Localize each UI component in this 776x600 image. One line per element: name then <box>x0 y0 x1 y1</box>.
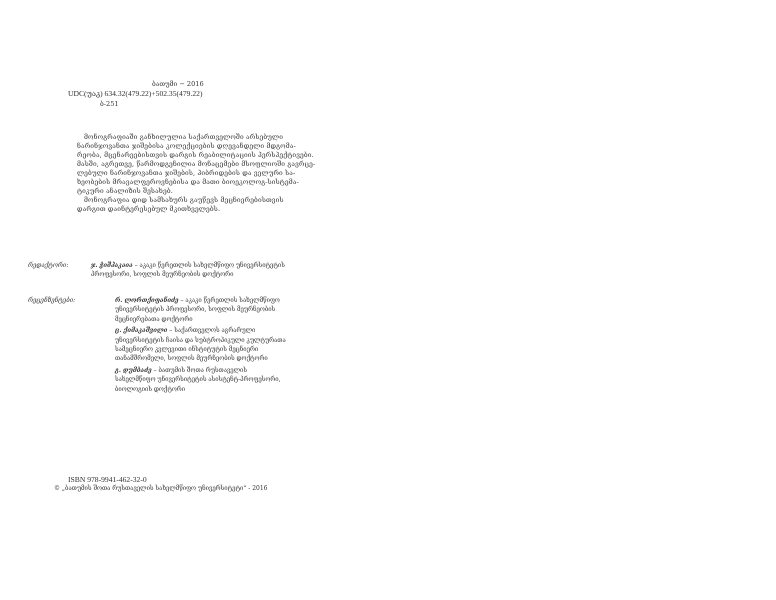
editor-name: ჯ. ჭიშპაკაია <box>91 262 133 269</box>
reviewers-label: რეცენზენტები: <box>28 297 76 304</box>
reviewer-line: უნივერსიტეტის პროფესორი, სოფლის მეურნეობის <box>115 306 276 314</box>
editor-block <box>91 261 285 280</box>
reviewer-affiliation: – აკაკი წერეთლის სახელმწიფო <box>180 297 280 304</box>
abstract-line: ხეობების მრავალფეროვნებისა და მათი ბიოეკოლოგ-სისტემა- <box>77 178 299 186</box>
abstract-line: ლებული ნარინჯოვანთა ჯიშების, პიბრიდების და ველური სა- <box>77 169 296 177</box>
reviewer-entry <box>115 326 286 364</box>
reviewer-line: უნივერსიტეტის ჩაისა და სუბტროპიკული კულტურათა <box>115 336 286 344</box>
reviewers-block <box>115 296 286 396</box>
reviewer-line: სახელმწიფო უნივერსიტეტის ასისტენტ-პროფესორი, <box>115 376 281 384</box>
reviewer-line: სამეცნიერო კვლევითი ინსტიტუტის მეცნიერი <box>115 346 259 354</box>
abstract-line: მასში, აგრეთვე, წარმოდგენილია მონაცემები მსოფლიოში გავრცე- <box>77 160 316 168</box>
reviewer-affiliation: – ბათუმის შოთა რუსთაველის <box>153 366 248 374</box>
reviewer-line: მეცნიერებათა დოქტორი <box>115 315 193 323</box>
reviewer-first-line <box>115 296 286 305</box>
isbn: ISBN 978-9941-462-32-0 <box>68 475 147 484</box>
editor-first-line <box>91 261 285 270</box>
reviewer-entry <box>115 366 286 394</box>
abstract <box>77 133 357 214</box>
reviewer-name: რ. ლორთქიფანიძე <box>115 297 179 304</box>
reviewer-line: თანამშრომელი, სოფლის მეურნეობის დოქტორი <box>115 355 268 363</box>
abstract-line: ნარინჯოვანთა ჯიშებისა კოლექციების დღევანდელი მდგომა- <box>77 142 296 150</box>
editor-affiliation: – აკაკი წერეთლის სახელმწიფო უნივერსიტეტის <box>134 262 285 269</box>
editor-label: რედაქტორი: <box>28 262 69 269</box>
copyright: © „ბათუმის შოთა რუსთაველის სახელმწიფო უნივერსიტეტი“ - 2016 <box>54 485 268 492</box>
reviewer-name: გ. დუმბაძე <box>115 366 152 374</box>
reviewer-name: ც. ქიმაკაშვილი <box>115 327 168 335</box>
reviewer-first-line <box>115 366 286 375</box>
udc-code: UDC(უაკ) 634.32(479.22)+502.35(479.22) <box>68 89 203 98</box>
reviewer-first-line <box>115 326 286 335</box>
abstract-line: მონოგრაფია დიდ სამსახურს გაუწევს მეცნიერებისთვის <box>84 196 284 204</box>
abstract-line: დარგით დაინტერესებულ მკითხველებს. <box>77 205 221 213</box>
reviewer-affiliation: – საქართველოს აგრარული <box>169 327 256 335</box>
editor-title: პროფესორი, სოფლის მეურნეობის დოქტორი <box>91 271 234 279</box>
abstract-line: ტიკური ანალიზის შესახებ. <box>77 187 173 195</box>
reviewer-entry <box>115 296 286 324</box>
abstract-line: რეობა, მცენარეებისთვის დარგის რეაბილიტაციის პერსპექტივები. <box>77 151 314 159</box>
reviewer-line: ბიოლოგიის დოქტორი <box>115 385 186 393</box>
abstract-line: მონოგრაფიაში განხილულია საქართველოში არსებული <box>84 133 284 141</box>
city-year: ბათუმი − 2016 <box>152 80 204 88</box>
bbk-code: ბ-251 <box>100 100 119 108</box>
